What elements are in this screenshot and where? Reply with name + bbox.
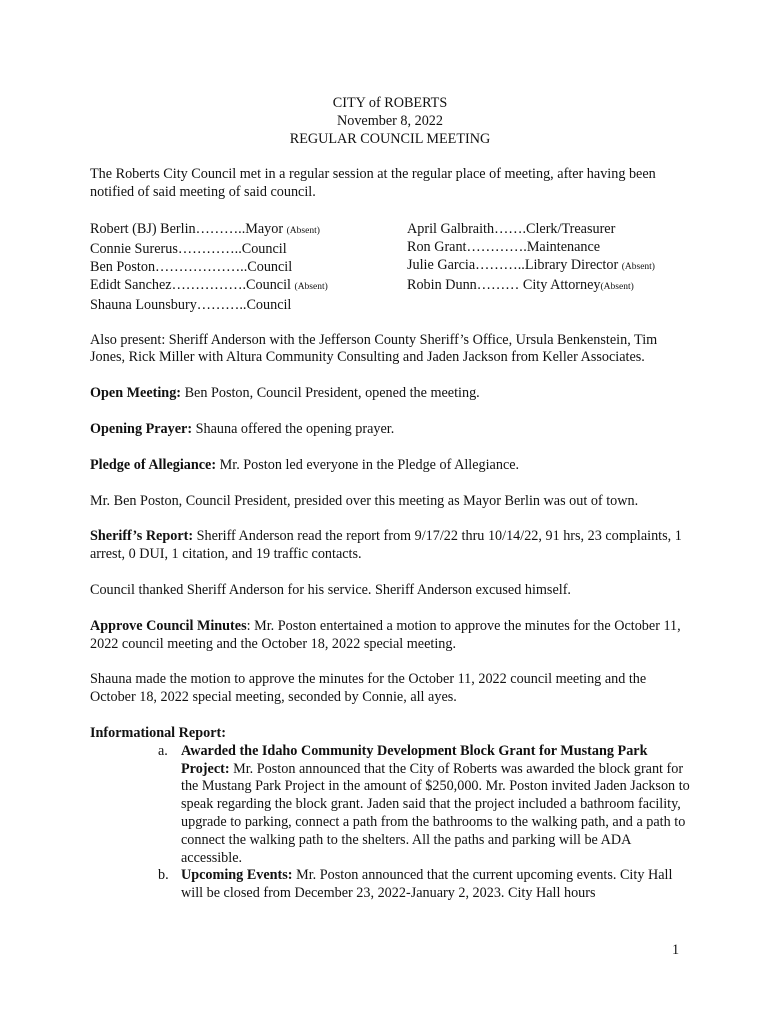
list-marker: b. [158, 867, 169, 884]
roster-entry: Ben Poston………………..Council [90, 258, 293, 275]
sheriff-report-paragraph: Sheriff’s Report: Sheriff Anderson read the report from 9/17/22 thru 10/14/22, 91 hrs, 23 complaints, 1 arrest, 0 DUI, 1 citation, and 19 traffic contacts. [90, 528, 682, 563]
meeting-type: REGULAR COUNCIL MEETING [289, 131, 491, 147]
list-marker: a. [158, 742, 168, 759]
roster-entry: Edidt Sanchez…………….Council (Absent) [90, 276, 328, 293]
roster-left-column [90, 220, 407, 314]
sheriff-report-label: Sheriff’s Report: [90, 528, 194, 545]
motion-paragraph: Shauna made the motion to approve the minutes for the October 11, 2022 council meeting and the October 18, 2022 special meeting, seconded by Connie, all ayes. [90, 671, 647, 706]
city-name: CITY of ROBERTS [332, 95, 448, 111]
page-number: 1 [672, 942, 680, 958]
document-header [90, 94, 690, 148]
roster-entry: Robin Dunn……… City Attorney(Absent) [407, 276, 634, 293]
list-item: b. Upcoming Events: Mr. Poston announced that the current upcoming events. City Hall will be closed from December 23, 2022-January 2, 2023. City Hall hours [158, 867, 673, 902]
roster-entry: Shauna Lounsbury………..Council [90, 296, 292, 313]
open-meeting-label: Open Meeting: [90, 385, 182, 402]
meeting-date: November 8, 2022 [337, 113, 443, 129]
opening-prayer-paragraph: Opening Prayer: Shauna offered the opening prayer. [90, 420, 395, 437]
intro-paragraph: The Roberts City Council met in a regular session at the regular place of meeting, after having been notified of said meeting of said council. [90, 166, 656, 200]
roster-entry: Connie Surerus…………..Council [90, 240, 287, 257]
attendance-roster [90, 220, 690, 314]
opening-prayer-label: Opening Prayer: [90, 420, 193, 437]
list-item-label: Upcoming Events: [181, 867, 293, 884]
also-present-paragraph: Also present: Sheriff Anderson with the Jefferson County Sheriff’s Office, Ursula Benkenstein, Tim Jones, Rick Miller with Altura Community Consulting and Jaden Jackson from Keller Associates. [90, 331, 658, 366]
open-meeting-paragraph: Open Meeting: Ben Poston, Council President, opened the meeting. [90, 385, 480, 402]
roster-entry: April Galbraith…….Clerk/Treasurer [407, 220, 616, 237]
informational-report-list [158, 743, 690, 903]
approve-minutes-paragraph: Approve Council Minutes: Mr. Poston entertained a motion to approve the minutes for the October 11, 2022 council meeting and the October 18, 2022 special meeting. [90, 617, 681, 652]
informational-report-heading: Informational Report: [90, 724, 226, 741]
presided-paragraph: Mr. Ben Poston, Council President, presided over this meeting as Mayor Berlin was out of town. [90, 492, 639, 509]
pledge-paragraph: Pledge of Allegiance: Mr. Poston led everyone in the Pledge of Allegiance. [90, 456, 520, 473]
list-item-label: Awarded the Idaho Community Development Block Grant for Mustang Park Project: [181, 742, 648, 777]
council-thanked-paragraph: Council thanked Sheriff Anderson for his service. Sheriff Anderson excused himself. [90, 581, 571, 598]
informational-report-section [90, 725, 690, 903]
document-page [90, 94, 690, 903]
roster-entry: Julie Garcia………..Library Director (Absent) [407, 256, 655, 273]
roster-entry: Ron Grant………….Maintenance [407, 238, 601, 255]
pledge-label: Pledge of Allegiance: [90, 456, 217, 473]
roster-entry: Robert (BJ) Berlin………..Mayor (Absent) [90, 220, 320, 237]
roster-right-column [407, 220, 690, 314]
list-item: a. Awarded the Idaho Community Development Block Grant for Mustang Park Project: Mr. Poston announced that the City of Roberts was awarded the block grant for the Mustang Park Project in the amount of $250,000. Mr. Poston invited Jaden Jackson to speak regarding the block grant. Jaden said that the project included a bathroom facility, upgrade to parking, connect a path from the bathrooms to the walking path, and a path to connect the walking path to the shelters. All the paths and parking will be ADA accessible. [158, 742, 690, 866]
approve-minutes-label: Approve Council Minutes [90, 617, 247, 634]
